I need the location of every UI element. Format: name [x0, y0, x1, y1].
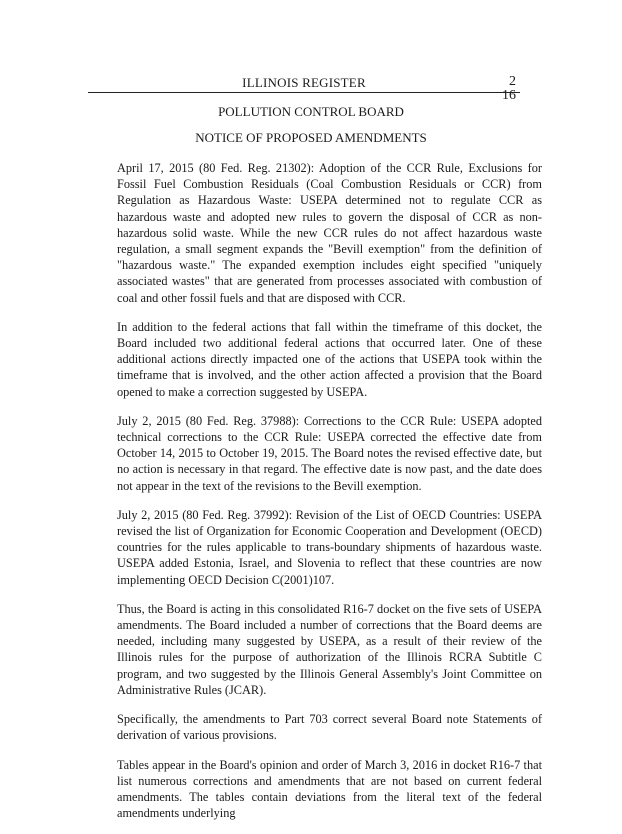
- document-body: [117, 160, 542, 834]
- paragraph: Specifically, the amendments to Part 703 correct several Board note Statements of derivation of various provisions.: [117, 712, 542, 743]
- notice-heading: NOTICE OF PROPOSED AMENDMENTS: [195, 130, 427, 145]
- page-number-bottom: 16: [502, 88, 516, 103]
- register-header: [88, 74, 520, 103]
- board-name: POLLUTION CONTROL BOARD: [218, 104, 404, 119]
- paragraph: July 2, 2015 (80 Fed. Reg. 37988): Corrections to the CCR Rule: USEPA adopted technical corrections to the CCR Rule: USEPA corrected the effective date from October 14, 2015 to October 19, 2015. The Board notes the revised effective date, but no action is necessary in that regard. The effective date is now past, and the date does not appear in the text of the revisions to the Bevill exemption.: [117, 413, 542, 493]
- paragraph: Thus, the Board is acting in this consolidated R16-7 docket on the five sets of USEPA amendments. The Board included a number of corrections that the Board deems are needed, including many suggested by USEPA, as a result of their review of the Illinois rules for the purpose of authorization of the Illinois RCRA Subtitle C program, and two suggested by the Illinois General Assembly's Joint Committee on Administrative Rules (JCAR).: [117, 601, 542, 697]
- paragraph: In addition to the federal actions that fall within the timeframe of this docket, the Board included two additional federal actions that occurred later. One of these additional actions directly impacted one of the actions that USEPA took within the timeframe that is involved, and the other action affected a provision that the Board opened to make a correction suggested by USEPA.: [117, 319, 542, 399]
- paragraph: July 2, 2015 (80 Fed. Reg. 37992): Revision of the List of OECD Countries: USEPA revised the list of Organization for Economic Cooperation and Development (OECD) countries for the rules applicable to trans-boundary shipments of hazardous waste. USEPA added Estonia, Israel, and Slovenia to reflect that these countries are now implementing OECD Decision C(2001)107.: [117, 507, 542, 587]
- register-title: ILLINOIS REGISTER: [88, 75, 520, 93]
- page-number-top: 2: [509, 74, 516, 89]
- page-number: [502, 75, 516, 103]
- paragraph: April 17, 2015 (80 Fed. Reg. 21302): Adoption of the CCR Rule, Exclusions for Fossil Fuel Combustion Residuals (Coal Combustion Residuals or CCR) from Regulation as Hazardous Waste: USEPA determined not to regulate CCR as hazardous waste and adopted new rules to govern the disposal of CCR as non-hazardous solid waste. While the new CCR rules do not affect hazardous waste regulation, a small segment expands the "Bevill exemption" from the definition of "hazardous waste." The expanded exemption includes eight specified "uniquely associated wastes" that are generated from processes associated with combustion of coal and other fossil fuels and that are disposed with CCR.: [117, 161, 542, 305]
- paragraph: Tables appear in the Board's opinion and order of March 3, 2016 in docket R16-7 that list numerous corrections and amendments that are not based on current federal amendments. The tables contain deviations from the literal text of the federal amendments underlying: [117, 757, 542, 821]
